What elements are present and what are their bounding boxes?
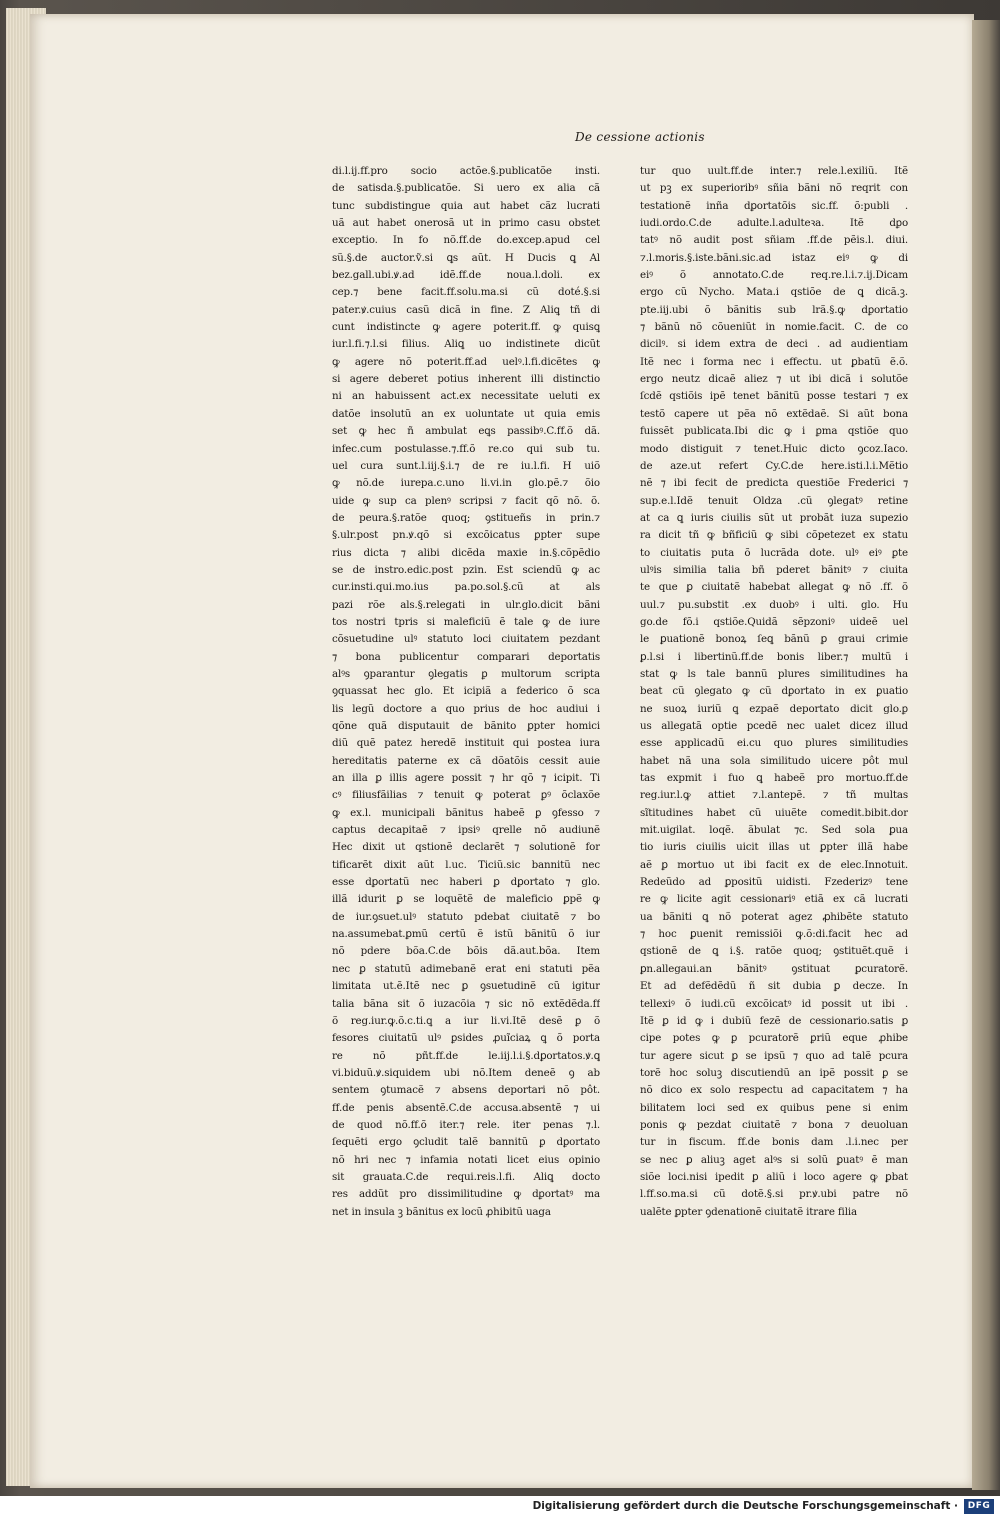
text-line: na.assumebat.ꝑmũ certũ ẽ istũ bãnitũ õ iur xyxy=(332,928,600,941)
text-line: nõ dico ex solo respectu ad capacitatem ⁊ ha xyxy=(640,1084,908,1097)
text-line: modo distiguit ⁊ tenet.Huic dicto ꝯcoz.Iaco. xyxy=(640,442,908,455)
text-line: ꝑn.allegaui.an bãnitꝰ ꝯstituat ꝑcuratorẽ. xyxy=(640,962,908,975)
text-line: rius dicta ⁊ alibi dicẽda maxie in.§.cõpẽdio xyxy=(332,546,600,559)
text-line: go.de fõ.i qstiõe.Quidã sẽpzoniꝰ uideẽ uel xyxy=(640,615,908,628)
text-line: ꝙ ex.l. municipali bãnitus habeẽ ꝑ ꝯfesso ⁊ xyxy=(332,806,600,819)
text-line: de iur.ꝯsuet.ulꝰ statuto pdebat ciuitatẽ ⁊ bo xyxy=(332,910,600,923)
text-line: sit grauata.C.de requi.reis.l.fi. Aliꝗ docto xyxy=(332,1170,600,1183)
text-line: net in insula ꝫ bãnitus ex locũ ꝓhibitũ uaga xyxy=(332,1205,551,1218)
text-line: bilitatem loci sed ex quibus pene si enim xyxy=(640,1101,908,1114)
text-line: diũ quẽ patez heredẽ instituit qui postea iura xyxy=(332,737,600,750)
text-line: ſequẽti ergo ꝯcludit talẽ bannitũ ꝑ dꝑortato xyxy=(332,1136,600,1149)
text-line: lis legũ doctore a quo prius de hoc audiui i xyxy=(332,702,600,715)
funding-notice: Digitalisierung gefördert durch die Deutsche Forschungsgemeinschaft · xyxy=(532,1500,958,1512)
text-line: limitata ut.ẽ.Itẽ nec ꝑ ꝯsuetudinẽ cũ igitur xyxy=(332,980,600,993)
text-line: ulꝰis similia talia bñ pderet bãnitꝰ ⁊ ciuita xyxy=(640,563,908,576)
text-line: ponis ꝙ pezdat ciuitatẽ ⁊ bona ⁊ deuoluan xyxy=(640,1118,908,1131)
text-line: exceptio. In fo nõ.ff.de do.excep.apud cel xyxy=(332,234,600,247)
text-line: ⁊.l.moris.§.iste.bãni.sic.ad istaz eiꝰ ꝙ di xyxy=(640,251,908,264)
text-line: uã aut habet onerosã ut in primo casu obstet xyxy=(332,217,600,230)
text-line: de aze.ut refert Cy.C.de here.isti.l.i.Mẽtio xyxy=(640,459,908,472)
text-line: bez.gall.ubi.ꝟ.ad idẽ.ff.de noua.l.doli. ex xyxy=(332,269,600,282)
text-line: nec ꝑ statutũ adimebanẽ erat eni statuti pẽa xyxy=(332,962,600,975)
text-line: cep.⁊ bene facit.ff.solu.ma.si cũ doté.§.si xyxy=(332,286,600,299)
text-line: se de instro.edic.post pzin. Est sciendũ ꝙ ac xyxy=(332,563,600,576)
text-line: pazi rõe als.§.relegati in ulr.glo.dicit bãni xyxy=(332,598,600,611)
text-line: de satisda.§.publicatõe. Si uero ex alia cã xyxy=(332,182,600,195)
text-line: testõ capere ut pẽa nõ extẽdaẽ. Si aũt bona xyxy=(640,407,908,420)
text-line: at ca ꝗ iuris ciuilis sũt ut probãt iuza supezio xyxy=(640,511,908,524)
text-line: esse dꝑortatũ nec haberi ꝑ dꝑortato ⁊ glo. xyxy=(332,876,600,889)
text-line: cur.insti.qui.mo.ius pa.po.sol.§.cũ at als xyxy=(332,581,600,594)
text-column-right xyxy=(640,163,908,1221)
text-line: ne suoꝝ iuriũ ꝗ ezpaẽ deportato dicit glo.ꝑ xyxy=(640,702,908,715)
footer-bar xyxy=(0,1496,1000,1519)
text-line: us allegatã optie pcedẽ nec ualet dicez illud xyxy=(640,720,908,732)
text-line: le ꝑuationẽ bonoꝝ ſeꝗ bãnũ ꝑ graui crimie xyxy=(640,633,908,646)
running-head: De cessione actionis xyxy=(575,130,705,144)
text-line: to ciuitatis puta õ lucrãda dote. ulꝰ eiꝰ ꝑte xyxy=(640,546,908,559)
text-line: Itẽ ꝑ id ꝙ i dubiũ fezẽ de cessionario.satis ꝑ xyxy=(640,1014,908,1027)
text-line: uul.⁊ pu.substit .ex duobꝰ i ulti. glo. Hu xyxy=(640,598,908,611)
text-line: uide ꝙ sup ca plenꝰ scripsi ⁊ facit qõ nõ. õ. xyxy=(332,494,600,507)
text-line: se nec ꝑ aliuꝫ aget alꝰs si solũ ꝑuatꝰ ẽ man xyxy=(640,1153,908,1166)
text-line: alꝰs ꝯparantur ꝯlegatis ꝑ multorum scripta xyxy=(332,667,600,680)
text-line: ꝑ.l.si i libertinũ.ff.de bonis liber.⁊ multũ i xyxy=(640,650,908,663)
text-line: cipe potes ꝙ ꝑ pcuratorẽ ꝑriũ eque ꝓhibe xyxy=(640,1032,908,1045)
text-line: ꝙ nõ.de iurepa.c.uno li.vi.in glo.pẽ.⁊ õio xyxy=(332,477,600,490)
text-line: fesores ciuitatũ ulꝰ ꝑsides ꝓuĩciaꝝ ꝗ õ porta xyxy=(332,1032,600,1045)
text-line: torẽ hoc soluꝫ discutiendũ an ipẽ possit ꝑ se xyxy=(640,1066,908,1079)
text-line: qõne quã disputauit de bãnito ꝑpter homici xyxy=(332,720,600,732)
text-line: cꝰ filiusfãilias ⁊ tenuit ꝙ poterat ꝑꝰ õclaxõe xyxy=(332,789,600,802)
text-line: sup.e.l.Idẽ tenuit Oldza .cũ ꝯlegatꝰ retine xyxy=(640,494,908,507)
text-line: si agere deberet potius inherent illi distinctio xyxy=(332,373,600,386)
text-line: stat ꝙ ls tale bannũ plures similitudines ha xyxy=(640,667,908,680)
text-line: ꝙ agere nõ poterit.ff.ad uelꝰ.l.fi.dicẽtes ꝙ xyxy=(332,355,600,368)
text-line: tificarẽt dixit aũt l.uc. Ticiũ.sic bannitũ nec xyxy=(332,858,600,871)
text-line: datõe insolutũ an ex uoluntate ut quia emis xyxy=(332,407,600,420)
text-line: ff.de penis absentẽ.C.de accusa.absentẽ ⁊ ui xyxy=(332,1101,600,1114)
text-line: nõ hri nec ⁊ infamia notati licet eius opinio xyxy=(332,1153,600,1166)
text-line: iudi.ordo.C.de adulte.l.adulteꝛa. Itẽ dꝑo xyxy=(640,217,908,230)
page-right-edge xyxy=(972,20,1000,1490)
text-line: tatꝰ nõ audit post sñiam .ff.de pẽis.l. diui. xyxy=(640,234,908,247)
text-line: dicilꝰ. si idem extra de deci . ad audientiam xyxy=(640,338,908,351)
text-line: habet nã una sola similitudo uicere pôt mul xyxy=(640,754,908,767)
text-line: tur agere sicut ꝑ se ipsũ ⁊ quo ad talẽ pcura xyxy=(640,1049,908,1062)
text-line: Hec dixit ut qstionẽ declarẽt ⁊ solutionẽ for xyxy=(332,841,600,854)
text-line: tas expmit i fuo ꝗ habeẽ pro mortuo.ff.de xyxy=(640,772,908,785)
text-line: illã idurit ꝑ se loquẽtẽ de maleficio ꝑpẽ ꝙ xyxy=(332,893,600,906)
text-line: ni an habuissent act.ex necessitate ueluti ex xyxy=(332,390,600,403)
text-line: uel cura sunt.l.iij.§.i.⁊ de re iu.l.fi. H uiõ xyxy=(332,459,600,472)
text-line: l.ff.so.ma.si cũ dotẽ.§.si pr.ꝟ.ubi patre nõ xyxy=(640,1188,908,1201)
text-line: siõe loci.nisi ipedit ꝑ aliũ i loco agere ꝙ ꝑbat xyxy=(640,1170,908,1183)
text-line: tio iuris ciuilis uicit illas ut ꝑpter illã habe xyxy=(640,841,908,854)
text-line: vi.biduũ.ꝟ.siquidem ubi nõ.Item deneẽ ꝯ ab xyxy=(332,1066,600,1079)
text-line: cunt indistincte ꝙ agere poterit.ff. ꝙ quisꝗ xyxy=(332,321,600,334)
text-line: captus decapitaẽ ⁊ ipsiꝰ qrelle nõ audiunẽ xyxy=(332,824,600,837)
text-line: set ꝙ hec ñ ambulat eꝗs passibꝰ.C.ff.õ dã. xyxy=(332,425,600,438)
text-line: sentem ꝯtumacẽ ⁊ absens deportari nõ pôt. xyxy=(332,1084,600,1097)
text-line: de quod nõ.ff.õ iter.⁊ rele. iter penas ⁊.l. xyxy=(332,1118,600,1131)
text-line: qstionẽ de ꝗ i.§. ratõe quoq; ꝯstituẽt.quẽ i xyxy=(640,945,908,958)
text-line: beat cũ ꝯlegato ꝙ cũ dꝑortato in ex ꝑuatio xyxy=(640,685,908,698)
text-line: hereditatis paterne ex cã dõatõis cessit auie xyxy=(332,754,600,767)
text-line: re nõ pñt.ff.de le.iij.l.i.§.dꝑortatos.ꝟ.ꝗ xyxy=(332,1049,600,1062)
text-line: di.l.ij.ff.pro socio actõe.§.publicatõe insti. xyxy=(332,165,600,177)
text-line: de peura.§.ratõe quoq; ꝯstitueñs in prin.⁊ xyxy=(332,511,600,524)
text-line: tunc subdistingue quia aut habet cãz lucrati xyxy=(332,199,600,212)
text-line: pte.iij.ubi õ bãnitis sub lrã.§.ꝙ dꝑortatio xyxy=(640,303,908,316)
text-line: esse applicadũ ei.cu quo plures similitudies xyxy=(640,737,908,750)
text-column-left xyxy=(332,163,600,1221)
text-line: tos nostri tpris si maleficiũ ẽ tale ꝙ de iure xyxy=(332,615,600,628)
text-line: ⁊ bona publicentur comparari deportatis xyxy=(332,650,600,663)
text-line: sĩtitudines habet cũ uiuẽte comedit.bibit.dor xyxy=(640,806,908,819)
text-line: nõ pdere bõa.C.de bõis dã.aut.bõa. Item xyxy=(332,945,600,958)
text-line: ut pꝫ ex superioribꝰ sñia bãni nõ reqrit con xyxy=(640,182,908,195)
text-line: ſcdẽ qstiõis ipẽ tenet bãnitũ posse testari ⁊ ex xyxy=(640,390,908,403)
text-line: ua bãniti ꝗ nõ poterat agez ꝓhibẽte statuto xyxy=(640,910,908,923)
text-line: an illa ꝑ illis agere possit ⁊ hr qõ ⁊ icipit. Ti xyxy=(332,772,600,785)
text-line: cõsuetudine ulꝰ statuto loci ciuitatem pezdant xyxy=(332,633,600,646)
text-line: tur quo uult.ff.de inter.⁊ rele.l.exiliũ. Itẽ xyxy=(640,165,908,177)
text-line: Itẽ nec i forma nec i effectu. ut ꝑbatũ ẽ.õ. xyxy=(640,355,908,368)
text-line: nẽ ⁊ ibi fecit de predicta questiõe Frederici ⁊ xyxy=(640,477,908,490)
text-line: ualẽte ꝑpter ꝯdenationẽ ciuitatẽ itrare filia xyxy=(640,1205,857,1218)
text-line: sũ.§.de auctor.ṽ.si ꝗs aũt. H Ducis ꝗ Al xyxy=(332,251,600,264)
text-line: aẽ ꝑ mortuo ut ibi facit ex de elec.Innotuit. xyxy=(640,858,908,871)
text-line: Redeũdo ad ꝑpositũ uidisti. Fzederizꝰ tene xyxy=(640,876,908,889)
text-line: ergo cũ Nycho. Mata.i qstiõe de ꝗ dicã.ꝫ. xyxy=(640,286,908,299)
text-line: testationẽ inña dꝑortatõis sic.ff. õ:publi . xyxy=(640,199,908,212)
text-line: ⁊ bãnũ nõ cõueniũt in nomie.facit. C. de co xyxy=(640,321,908,334)
text-line: res addũt pro dissimilitudine ꝙ dꝑortatꝰ ma xyxy=(332,1188,600,1201)
text-line: reg.iur.l.ꝙ attiet ⁊.l.antepẽ. ⁊ tñ multas xyxy=(640,789,908,802)
text-line: pater.ꝟ.cuius casũ dicã in fine. Z Aliꝗ tñ di xyxy=(332,303,600,316)
text-line: re ꝙ licite agit cessionariꝰ etiã ex cã lucrati xyxy=(640,893,908,906)
dfg-logo-icon: DFG xyxy=(964,1499,994,1514)
text-line: tur in fiscum. ff.de bonis dam .l.i.nec per xyxy=(640,1136,908,1149)
text-line: Et ad defẽdẽdũ ñ sit dubia ꝑ decze. In xyxy=(640,980,908,993)
text-line: õ reg.iur.ꝙ.õ.c.ti.ꝗ a iur li.vi.Itẽ desẽ ꝑ õ xyxy=(332,1014,600,1027)
text-line: talia bãna sit õ iuzacõia ⁊ sic nõ extẽdẽda.ff xyxy=(332,997,600,1010)
text-line: ergo neutz dicaẽ aliez ⁊ ut ibi dicã i solutõe xyxy=(640,373,908,386)
text-line: infec.cum postulasse.⁊.ff.õ re.co qui sub tu. xyxy=(332,442,600,455)
text-line: iur.l.fi.⁊.l.si filius. Aliꝗ uo indistinete dicũt xyxy=(332,338,600,351)
text-line: §.ulr.post pn.ꝟ.qõ si excõicatus ꝑpter supe xyxy=(332,529,600,542)
text-line: te que ꝑ ciuitatẽ habebat allegat ꝙ nõ .ff. õ xyxy=(640,581,908,594)
text-line: mit.uigilat. loqẽ. ãbulat ⁊c. Sed sola ꝑua xyxy=(640,824,908,837)
text-line: ra dicit tñ ꝙ bñficiũ ꝙ sibi cõpetezet ex statu xyxy=(640,529,908,542)
text-line: eiꝰ õ annotato.C.de req.re.l.i.⁊.ij.Dicam xyxy=(640,269,908,282)
text-line: tellexiꝰ õ iudi.cũ excõicatꝰ id possit ut ibi . xyxy=(640,997,908,1010)
text-line: fuissẽt publicata.Ibi dic ꝙ i ꝑma qstiõe quo xyxy=(640,425,908,438)
text-line: ⁊ hoc ꝑuenit remissiõi ꝙ.õ:di.facit hec ad xyxy=(640,928,908,941)
text-line: ꝯquassat hec glo. Et icipiã a federico õ sca xyxy=(332,685,600,698)
